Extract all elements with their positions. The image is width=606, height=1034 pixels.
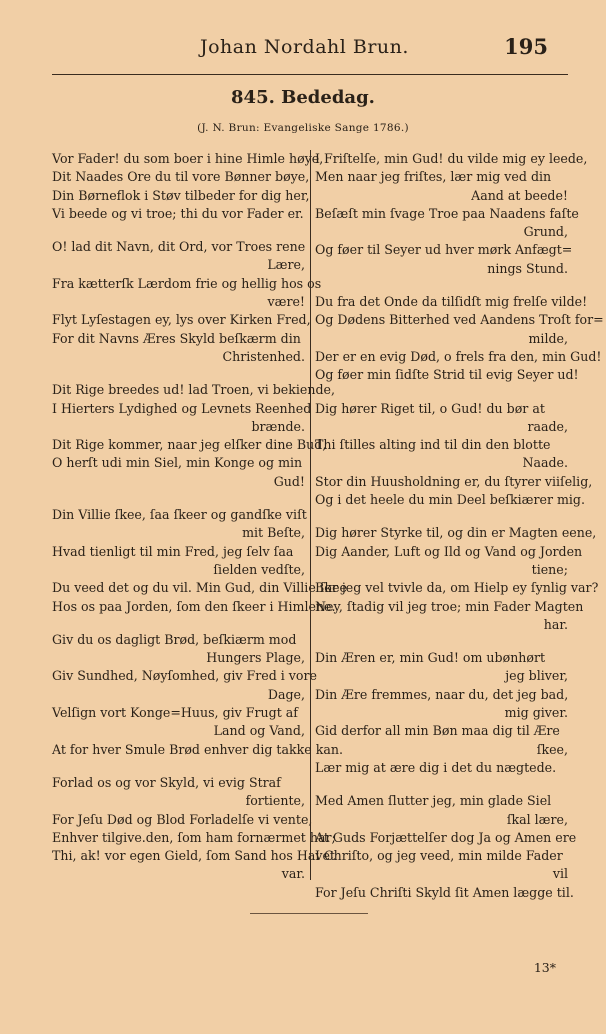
verse-line: Dage, [267,686,305,702]
verse-line: har. [543,616,568,632]
verse-line: jeg bliver, [505,668,568,684]
stanza [315,293,604,384]
verse-line: Du veed det og du vil. Min Gud, din Villie ſkee [52,580,347,596]
verse-line: Vi beede og vi troe; thi du vor Fader er. [52,205,304,221]
verse-line: Hungers Plage, [206,650,305,666]
footer-rule [250,913,368,914]
verse-line: vil [552,866,568,882]
verse-line: Gid derfor all min Bøn maa dig til Ære [315,723,560,739]
verse-line: Land og Vand, [213,723,305,739]
stanza [52,631,343,759]
verse-line: Og Dødens Bitterhed ved Aandens Troſt for= [315,312,604,328]
verse-line: ſkee, [536,741,568,757]
verse-line: For Jeſu Død og Blod Forladelſe vi vente, [52,811,313,827]
left-column [52,150,347,899]
verse-line: Og føer til Seyer ud hver mørk Anfægt= [315,242,573,258]
verse-line: Giv du os dagligt Brød, beſkiærm mod [52,631,297,647]
verse-line: O! lad dit Navn, dit Ord, vor Troes rene [52,239,306,255]
verse-line: Dig Aander, Luft og Ild og Vand og Jorden [315,543,583,559]
verse-line: Fra kætterſk Lærdom frie og hellig hos os [52,275,322,291]
verse-line: mit Beſte, [242,525,305,541]
verse-line: At for hver Smule Brød enhver dig takke kan. [52,741,343,757]
verse-line: Grund, [523,224,568,240]
running-head [0,34,606,64]
verse-line: Men naar jeg friſtes, lær mig ved din [315,169,552,185]
verse-line: mig giver. [504,705,568,721]
hymn-title: 845. Bededag. [231,87,375,108]
verse-line: ſkal lære, [506,811,568,827]
verse-line: Dig hører Styrke til, og din er Magten eene, [315,525,597,541]
page-number: 195 [504,34,548,59]
verse-line: Hos os paa Jorden, ſom den ſkeer i Himlene. [52,598,336,614]
verse-line: For Jeſu Chriſti Skyld ſit Amen lægge til. [315,884,574,900]
verse-line: raade, [527,418,568,434]
verse-line: Lære, [267,257,305,273]
verse-line: O herſt udi min Siel, min Konge og min [52,455,303,471]
verse-line: Din Æren er, min Gud! om ubønhørt [315,650,546,666]
verse-line: Forlad os og vor Skyld, vi evig Straf [52,774,281,790]
stanza [52,381,335,491]
verse-line: Naade. [522,455,568,471]
signature-mark: 13* [533,960,556,975]
verse-line: Beſæſt min ſvage Troe paa Naadens faſte [315,205,579,221]
stanza [315,150,588,278]
verse-line: var. [281,866,305,882]
verse-line: Bor jeg vel tvivle da, om Hielp ey ſynlig var? [315,580,599,596]
verse-line: Ney, ſtadig vil jeg troe; min Fader Magten [315,598,584,614]
verse-line: Thi ſtilles alting ind til din den blotte [315,437,551,453]
verse-line: Stor din Huusholdning er, du ſtyrer viiſelig, [315,473,593,489]
stanza [52,238,322,366]
verse-line: Din Ære fremmes, naar du, det jeg bad, [315,686,569,702]
verse-line: Der er en evig Død, o frels fra den, min Gud! [315,348,602,364]
verse-line: For dit Navns Æres Skyld beſkærm din [52,330,301,346]
verse-line: Enhver tilgive.den, ſom ham fornærmet har; [52,829,336,845]
verse-line: Thi, ak! vor egen Gield, ſom Sand hos Havet [52,848,335,864]
verse-line: Du fra det Onde da tilſidſt mig frelſe vilde! [315,294,588,310]
verse-line: I Chriſto, og jeg veed, min milde Fader [315,848,563,864]
verse-line: nings Stund. [487,260,568,276]
verse-line: I Friſtelſe, min Gud! du vilde mig ey leede, [315,151,588,166]
verse-line: I Hierters Lydighed og Levnets Reenhed [52,400,312,416]
stanza [315,792,577,902]
right-column [315,150,604,917]
verse-line: ſielden vedſte, [213,561,305,577]
verse-line: Din Villie ſkee, ſaa ſkeer og gandſke viſt [52,507,307,523]
header-rule [52,74,568,75]
verse-line: Dig hører Riget til, o Gud! du bør at [315,400,545,416]
running-head-author: Johan Nordahl Brun. [200,36,409,58]
verse-line: Flyt Lyſestagen ey, lys over Kirken Fred, [52,312,311,328]
verse-line: Og føer min ſidſte Strid til evig Seyer ud! [315,367,579,383]
stanza [315,400,593,510]
stanza [52,774,336,884]
verse-line: Din Børneflok i Støv tilbeder for dig her, [52,187,310,203]
stanza [52,150,324,223]
column-divider [310,150,311,880]
verse-line: brænde. [251,418,305,434]
verse-line: Med Amen ſlutter jeg, min glade Siel [315,793,552,809]
verse-line: Lær mig at ære dig i det du nægtede. [315,759,557,775]
verse-line: Velſign vort Konge=Huus, giv Frugt af [52,705,298,721]
stanza [315,524,599,634]
verse-line: Dit Naades Ore du til vore Bønner bøye, [52,169,310,185]
verse-line: tiene; [531,561,568,577]
verse-line: fortiente, [245,793,305,809]
verse-line: Hvad tienligt til min Fred, jeg ſelv ſaa [52,543,294,559]
verse-line: være! [267,294,305,310]
verse-line: Christenhed. [222,348,305,364]
verse-line: milde, [528,330,568,346]
verse-line: At Guds Forjættelſer dog Ja og Amen ere [315,829,577,845]
verse-line: Dit Rige kommer, naar jeg elſker dine Bud, [52,437,327,453]
verse-line: Vor Fader! du som boer i hine Himle høye, [52,151,324,166]
verse-line: Og i det heele du min Deel beſkiærer mig. [315,492,585,508]
verse-line: Giv Sundhed, Nøyſomhed, giv Fred i vore [52,668,317,684]
stanza [52,506,347,616]
stanza [315,649,568,777]
hymn-source: (J. N. Brun: Evangeliske Sange 1786.) [197,122,409,134]
verse-line: Gud! [273,473,305,489]
verse-line: Dit Rige breedes ud! lad Troen, vi bekiende, [52,382,335,398]
verse-line: Aand at beede! [471,187,568,203]
